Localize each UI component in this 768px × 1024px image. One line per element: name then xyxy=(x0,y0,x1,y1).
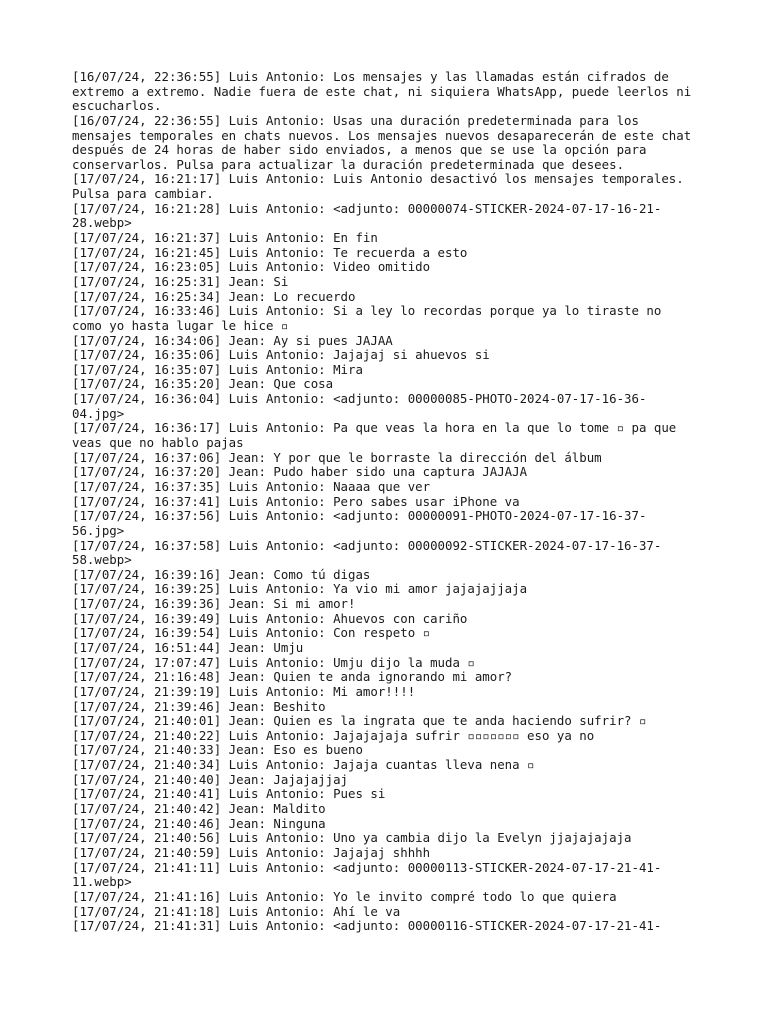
transcript-line: conservarlos. Pulsa para actualizar la duración predeterminada que desees. xyxy=(72,156,625,172)
transcript-line: [17/07/24, 16:21:28] Luis Antonio: <adjunto: 00000074-STICKER-2024-07-17-16-21- xyxy=(72,200,662,216)
transcript-line: [17/07/24, 16:37:20] Jean: Pudo haber sido una captura JAJAJA xyxy=(72,464,528,480)
transcript-line: [17/07/24, 21:40:56] Luis Antonio: Uno ya cambia dijo la Evelyn jjajajajaja xyxy=(72,830,632,846)
transcript-line: 04.jpg> xyxy=(72,405,125,421)
transcript-line: [17/07/24, 16:51:44] Jean: Umju xyxy=(72,639,304,655)
transcript-line: [17/07/24, 16:35:06] Luis Antonio: Jajajaj si ahuevos si xyxy=(72,347,490,363)
transcript-line: [17/07/24, 16:34:06] Jean: Ay si pues JAJAA xyxy=(72,332,393,348)
transcript-line: 58.webp> xyxy=(72,552,132,568)
transcript-line: [17/07/24, 21:41:11] Luis Antonio: <adjunto: 00000113-STICKER-2024-07-17-21-41- xyxy=(72,859,662,875)
transcript-line: [17/07/24, 21:40:01] Jean: Quien es la ingrata que te anda haciendo sufrir? ▫ xyxy=(72,713,647,729)
transcript-line: [17/07/24, 16:21:17] Luis Antonio: Luis Antonio desactivó los mensajes temporales. xyxy=(72,171,684,187)
transcript-line: [17/07/24, 21:40:33] Jean: Eso es bueno xyxy=(72,742,363,758)
transcript-line: [17/07/24, 16:35:07] Luis Antonio: Mira xyxy=(72,361,363,377)
transcript-line: [17/07/24, 16:21:37] Luis Antonio: En fin xyxy=(72,230,378,246)
transcript-line: 56.jpg> xyxy=(72,522,125,538)
transcript-line: [17/07/24, 21:40:40] Jean: Jajajajjaj xyxy=(72,771,349,787)
transcript-line: [17/07/24, 16:36:04] Luis Antonio: <adjunto: 00000085-PHOTO-2024-07-17-16-36- xyxy=(72,391,647,407)
transcript-line: [17/07/24, 16:21:45] Luis Antonio: Te recuerda a esto xyxy=(72,244,468,260)
transcript-line: [17/07/24, 21:40:59] Luis Antonio: Jajajaj shhhh xyxy=(72,844,431,860)
transcript-line: [17/07/24, 16:39:49] Luis Antonio: Ahuevos con cariño xyxy=(72,610,468,626)
transcript-line: 28.webp> xyxy=(72,215,132,231)
transcript-line: [17/07/24, 16:37:58] Luis Antonio: <adjunto: 00000092-STICKER-2024-07-17-16-37- xyxy=(72,537,662,553)
transcript-line: extremo a extremo. Nadie fuera de este chat, ni siquiera WhatsApp, puede leerlos ni xyxy=(72,83,692,99)
transcript-line: [17/07/24, 16:39:54] Luis Antonio: Con respeto ▫ xyxy=(72,625,431,641)
transcript-line: [17/07/24, 16:37:41] Luis Antonio: Pero sabes usar iPhone va xyxy=(72,493,520,509)
transcript-line: [16/07/24, 22:36:55] Luis Antonio: Los mensajes y las llamadas están cifrados de xyxy=(72,69,669,84)
transcript-line: [17/07/24, 16:37:56] Luis Antonio: <adjunto: 00000091-PHOTO-2024-07-17-16-37- xyxy=(72,508,647,524)
transcript-line: [17/07/24, 16:25:34] Jean: Lo recuerdo xyxy=(72,288,356,304)
transcript-line: [17/07/24, 21:16:48] Jean: Quien te anda ignorando mi amor? xyxy=(72,669,513,685)
transcript-line: [17/07/24, 21:41:18] Luis Antonio: Ahí le va xyxy=(72,903,401,919)
transcript-line: [17/07/24, 16:35:20] Jean: Que cosa xyxy=(72,376,334,392)
transcript-line: [17/07/24, 16:23:05] Luis Antonio: Video omitido xyxy=(72,259,431,275)
transcript-line: después de 24 horas de haber sido enviados, a menos que se use la opción para xyxy=(72,142,647,158)
transcript-line: [17/07/24, 16:39:36] Jean: Si mi amor! xyxy=(72,596,356,612)
transcript-line: [17/07/24, 17:07:47] Luis Antonio: Umju dijo la muda ▫ xyxy=(72,654,475,670)
chat-transcript-page xyxy=(72,70,712,934)
transcript-line: [17/07/24, 16:39:16] Jean: Como tú digas xyxy=(72,566,371,582)
transcript-line: [16/07/24, 22:36:55] Luis Antonio: Usas una duración predeterminada para los xyxy=(72,112,639,128)
transcript-line: [17/07/24, 16:37:35] Luis Antonio: Naaaa que ver xyxy=(72,478,431,494)
transcript-line: [17/07/24, 21:41:16] Luis Antonio: Yo le invito compré todo lo que quiera xyxy=(72,888,617,904)
transcript-line: veas que no hablo pajas xyxy=(72,435,244,451)
transcript-line: como yo hasta lugar le hice ▫ xyxy=(72,317,289,333)
transcript-line: [17/07/24, 16:39:25] Luis Antonio: Ya vio mi amor jajajajjaja xyxy=(72,581,528,597)
transcript-line: [17/07/24, 21:40:42] Jean: Maldito xyxy=(72,801,326,817)
transcript-line: [17/07/24, 21:39:19] Luis Antonio: Mi amor!!!! xyxy=(72,683,416,699)
transcript-line: mensajes temporales en chats nuevos. Los mensajes nuevos desaparecerán de este chat xyxy=(72,127,692,143)
transcript-line: Pulsa para cambiar. xyxy=(72,186,214,202)
transcript-line: [17/07/24, 21:40:22] Luis Antonio: Jajajajaja sufrir ▫▫▫▫▫▫▫ eso ya no xyxy=(72,727,595,743)
transcript-line: [17/07/24, 16:37:06] Jean: Y por que le borraste la dirección del álbum xyxy=(72,449,602,465)
transcript-line: [17/07/24, 21:41:31] Luis Antonio: <adjunto: 00000116-STICKER-2024-07-17-21-41- xyxy=(72,918,662,934)
transcript-line: 11.webp> xyxy=(72,874,132,890)
transcript-line: [17/07/24, 21:40:46] Jean: Ninguna xyxy=(72,815,326,831)
transcript-line: [17/07/24, 16:36:17] Luis Antonio: Pa que veas la hora en la que lo tome ▫ pa que xyxy=(72,420,677,436)
transcript-line: [17/07/24, 16:25:31] Jean: Si xyxy=(72,273,289,289)
transcript-line: [17/07/24, 21:39:46] Jean: Beshito xyxy=(72,698,326,714)
transcript-line: escucharlos. xyxy=(72,98,162,114)
transcript-line: [17/07/24, 21:40:41] Luis Antonio: Pues si xyxy=(72,786,386,802)
transcript-line: [17/07/24, 16:33:46] Luis Antonio: Si a ley lo recordas porque ya lo tiraste no xyxy=(72,303,662,319)
transcript-line: [17/07/24, 21:40:34] Luis Antonio: Jajaja cuantas lleva nena ▫ xyxy=(72,757,535,773)
